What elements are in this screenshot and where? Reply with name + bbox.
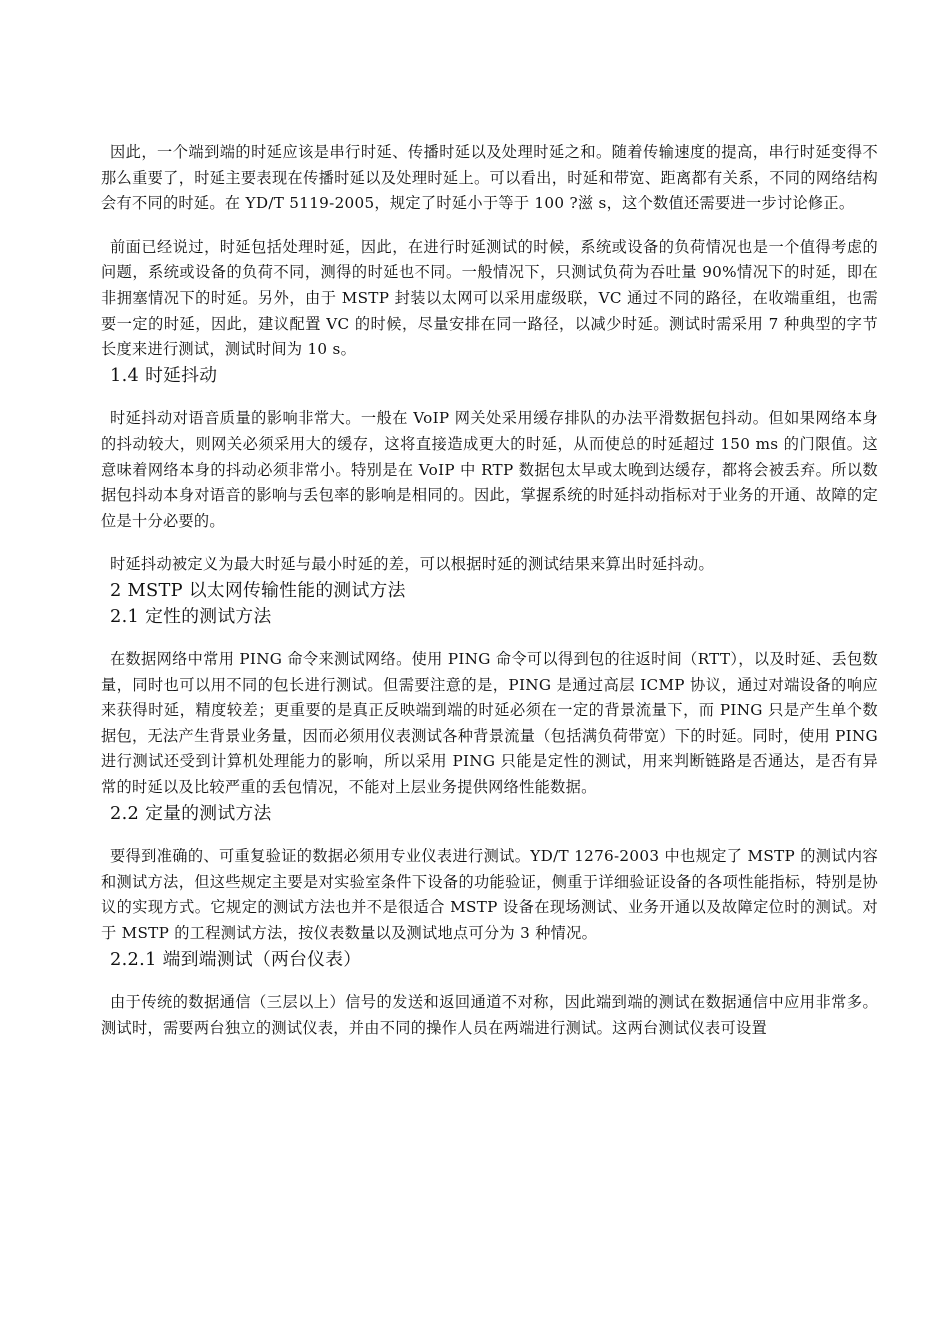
paragraph-delay-composition: 因此，一个端到端的时延应该是串行时延、传播时延以及处理时延之和。随着传输速度的提高，串行时延变得不那么重要了，时延主要表现在传播时延以及处理时延上。可以看出，时延和带宽、距离都有关系，不同的网络结构会有不同的时延。在 YD/T 5119-2005，规定了时延小于等于 100 ?滋 s，这个数值还需要进一步讨论修正。 xyxy=(101,143,878,213)
section-heading-2-2: 2.2 定量的测试方法 xyxy=(110,802,272,824)
section-heading-2-2-1: 2.2.1 端到端测试（两台仪表） xyxy=(110,948,362,970)
section-heading-2: 2 MSTP 以太网传输性能的测试方法 xyxy=(110,579,406,601)
paragraph-quantitative-method: 要得到准确的、可重复验证的数据必须用专业仪表进行测试。YD/T 1276-2003 中也规定了 MSTP 的测试内容和测试方法，但这些规定主要是对实验室条件下设备的功能验证，侧重于详细验证设备的各项性能指标，特别是协议的实现方式。它规定的测试方法也并不是很适合 MSTP 设备在现场测试、业务开通以及故障定位时的测试。对于 MSTP 的工程测试方法，按仪表数量以及测试地点可分为 3 种情况。 xyxy=(101,847,878,943)
paragraph-jitter-definition: 时延抖动被定义为最大时延与最小时延的差，可以根据时延的测试结果来算出时延抖动。 xyxy=(110,555,715,574)
paragraph-delay-load: 前面已经说过，时延包括处理时延，因此，在进行时延测试的时候，系统或设备的负荷情况也是一个值得考虑的问题，系统或设备的负荷不同，测得的时延也不同。一般情况下，只测试负荷为吞吐量 90%情况下的时延，即在非拥塞情况下的时延。另外，由于 MSTP 封装以太网可以采用虚级联，VC 通过不同的路径，在收端重组，也需要一定的时延，因此，建议配置 VC 的时候，尽量安排在同一路径，以减少时延。测试时需采用 7 种典型的字节长度来进行测试，测试时间为 10 s。 xyxy=(101,237,878,359)
paragraph-end-to-end-test: 由于传统的数据通信（三层以上）信号的发送和返回通道不对称，因此端到端的测试在数据通信中应用非常多。测试时，需要两台独立的测试仪表，并由不同的操作人员在两端进行测试。这两台测试仪表可设置 xyxy=(101,993,878,1037)
paragraph-ping-method: 在数据网络中常用 PING 命令来测试网络。使用 PING 命令可以得到包的往返时间（RTT），以及时延、丢包数量，同时也可以用不同的包长进行测试。但需要注意的是，PING 是通过高层 ICMP 协议，通过对端设备的响应来获得时延，精度较差；更重要的是真正反映端到端的时延必须在一定的背景流量下，而 PING 只是产生单个数据包，无法产生背景业务量，因而必须用仪表测试各种背景流量（包括满负荷带宽）下的时延。同时，使用 PING 进行测试还受到计算机处理能力的影响，所以采用 PING 只能是定性的测试，用来判断链路是否通达，是否有异常的时延以及比较严重的丢包情况，不能对上层业务提供网络性能数据。 xyxy=(101,650,878,797)
section-heading-2-1: 2.1 定性的测试方法 xyxy=(110,605,272,627)
paragraph-jitter-impact: 时延抖动对语音质量的影响非常大。一般在 VoIP 网关处采用缓存排队的办法平滑数据包抖动。但如果网络本身的抖动较大，则网关必须采用大的缓存，这将直接造成更大的时延，从而使总的时延超过 150 ms 的门限值。这意味着网络本身的抖动必须非常小。特别是在 VoIP 中 RTP 数据包太早或太晚到达缓存，都将会被丢弃。所以数据包抖动本身对语音的影响与丢包率的影响是相同的。因此，掌握系统的时延抖动指标对于业务的开通、故障的定位是十分必要的。 xyxy=(101,409,878,530)
document-body xyxy=(101,140,878,1041)
section-heading-1-4: 1.4 时延抖动 xyxy=(110,364,218,386)
